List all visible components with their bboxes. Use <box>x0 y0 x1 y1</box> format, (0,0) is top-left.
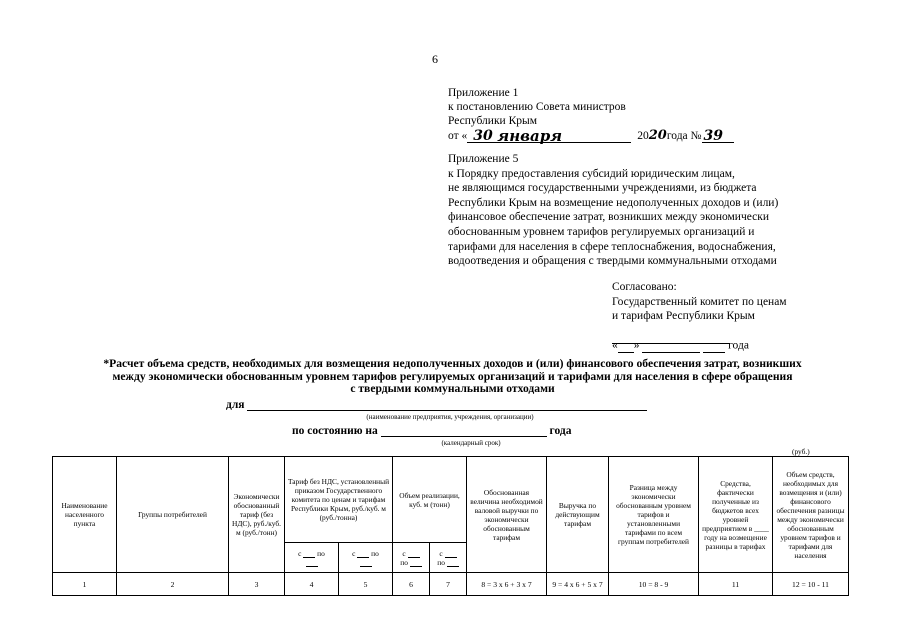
heading-line: с твердыми коммунальными отходами <box>350 382 555 395</box>
as-of-date-field <box>381 424 547 437</box>
appendix-5-line: обоснованным уровнем тарифов регулируемых организаций и <box>448 225 755 238</box>
header-established-tariff: Тариф без НДС, установленный приказом Государственного комитета по ценам и тарифам Республики Крым, руб./куб. м (руб./тонна) <box>285 457 393 543</box>
header-current-revenue: Выручка по действующим тарифам <box>547 457 609 573</box>
organization-caption: (наименование предприятия, учреждения, организации) <box>366 413 534 421</box>
from-label: с <box>352 548 356 558</box>
heading-line: между экономически обоснованным уровнем тарифов регулируемых организаций и тарифами для населения в сфере обращения <box>112 369 793 383</box>
column-number: 5 <box>339 573 393 596</box>
column-number: 8 = 3 х 6 + 3 х 7 <box>467 573 547 596</box>
appendix-5-line: к Порядку предоставления субсидий юридическим лицам, <box>448 167 735 180</box>
date-prefix: от « <box>448 130 468 142</box>
calculation-heading <box>0 358 905 396</box>
blank <box>410 558 422 567</box>
date-close-quote: » <box>633 339 640 351</box>
doc-number-field <box>702 128 734 143</box>
subheader-volume-period-1 <box>393 543 430 573</box>
column-number: 4 <box>285 573 339 596</box>
handwritten-doc-number: 39 <box>703 128 723 144</box>
appendix-5-line: не являющимся государственными учреждениями, из бюджета <box>448 182 757 195</box>
appendix-1-date-line <box>448 128 734 143</box>
agreed-title: Согласовано: <box>612 281 677 293</box>
from-label: с <box>402 548 406 558</box>
to-label: по <box>400 557 408 567</box>
column-number: 9 = 4 х 6 + 5 х 7 <box>547 573 609 596</box>
header-tariff-difference: Разница между экономически обоснованным уровнем тарифов и установленными тарифами по всем группам потребителей <box>609 457 699 573</box>
appendix-1-line: к постановлению Совета министров <box>448 101 626 113</box>
agreed-month-field <box>642 338 700 353</box>
date-year-prefix: 20 <box>637 130 649 142</box>
blank <box>303 549 315 558</box>
agreed-line: Государственный комитет по ценам <box>612 295 787 308</box>
calculation-table <box>52 456 849 596</box>
handwritten-day: 30 <box>473 128 493 144</box>
from-label: с <box>439 548 443 558</box>
signature-line <box>612 330 787 338</box>
column-number: 2 <box>117 573 229 596</box>
to-label: по <box>317 548 325 558</box>
agreed-year-word: года <box>728 339 749 351</box>
column-number: 6 <box>393 573 430 596</box>
header-budget-funds: Средства, фактически полученные из бюджетов всех уровней предприятием в ____ году на возмещение разницы в тарифах <box>699 457 773 573</box>
blank <box>447 558 459 567</box>
date-year-suffix: года № <box>666 130 702 142</box>
column-number: 7 <box>430 573 467 596</box>
header-sales-volume: Объем реализации, куб. м (тонн) <box>393 457 467 543</box>
appendix-5-title: Приложение 5 <box>448 153 519 165</box>
appendix-1-title: Приложение 1 <box>448 87 519 99</box>
agreed-line: и тарифам Республики Крым <box>612 310 755 322</box>
as-of-row <box>292 424 571 437</box>
column-number: 10 = 8 - 9 <box>609 573 699 596</box>
agreed-block <box>612 280 787 353</box>
handwritten-year: 20 <box>648 128 667 143</box>
column-number: 3 <box>229 573 285 596</box>
header-required-funds: Объем средств, необходимых для возмещения и (или) финансового обеспечения разницы между экономически обоснованным уровнем тарифов и тарифами для населения <box>773 457 849 573</box>
for-word: для <box>226 399 245 411</box>
from-label: с <box>298 548 302 558</box>
agreed-date-line <box>612 338 787 353</box>
subheader-tariff-period-2 <box>339 543 393 573</box>
column-number: 11 <box>699 573 773 596</box>
blank <box>408 549 420 558</box>
to-label: по <box>437 557 445 567</box>
date-day-month-field <box>467 128 571 143</box>
header-economic-tariff: Экономически обоснованный тариф (без НДС), руб./куб. м (руб./тонн) <box>229 457 285 573</box>
appendix-5-line: Республики Крым на возмещение недополученных доходов и (или) <box>448 196 779 209</box>
blank <box>360 558 372 567</box>
appendix-5-line: водоотведения и обращения с твердыми коммунальными отходами <box>448 255 777 268</box>
header-settlement: Наименование населенного пункта <box>53 457 117 573</box>
date-open-quote: « <box>612 339 618 351</box>
agreed-day-field <box>618 338 634 353</box>
appendix-1-line: Республики Крым <box>448 115 537 127</box>
as-of-word: по состоянию на <box>292 425 378 437</box>
blank <box>357 549 369 558</box>
for-organization-row <box>226 398 647 411</box>
to-label: по <box>371 548 379 558</box>
subheader-tariff-period-1 <box>285 543 339 573</box>
header-consumer-groups: Группы потребителей <box>117 457 229 573</box>
as-of-year-word: года <box>549 425 572 437</box>
header-justified-revenue: Обоснованная величина необходимой валовой выручки по экономически обоснованным тарифам <box>467 457 547 573</box>
unit-label: (руб.) <box>792 447 810 456</box>
date-caption: (календарный срок) <box>441 439 501 447</box>
appendix-1-block <box>448 86 734 143</box>
organization-name-field <box>247 398 647 411</box>
subheader-volume-period-2 <box>430 543 467 573</box>
blank <box>445 549 457 558</box>
heading-line: *Расчет объема средств, необходимых для возмещения недополученных доходов и (или) финансового обеспечения затрат, возникших <box>103 357 802 370</box>
page-number: 6 <box>432 52 438 66</box>
appendix-5-line: тарифами для населения в сфере теплоснабжения, водоснабжения, <box>448 240 776 253</box>
appendix-5-block <box>448 152 778 269</box>
agreed-year-field <box>703 338 725 353</box>
column-number: 12 = 10 - 11 <box>773 573 849 596</box>
appendix-5-line: финансовое обеспечение затрат, возникших между экономически <box>448 211 769 224</box>
column-number: 1 <box>53 573 117 596</box>
blank <box>306 558 318 567</box>
handwritten-month: января <box>497 127 563 145</box>
date-gap-line <box>571 128 631 143</box>
